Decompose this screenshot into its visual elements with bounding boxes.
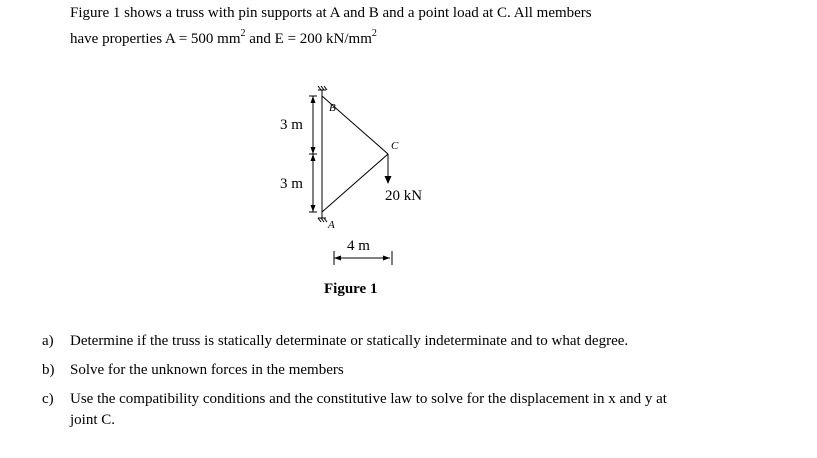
question-letter: a) (42, 333, 54, 349)
figure-caption: Figure 1 (324, 281, 378, 297)
pin-support-a (318, 212, 327, 222)
pin-support-b (318, 86, 327, 96)
question-letter: c) (42, 391, 54, 407)
dim-arrowhead (311, 147, 316, 154)
dim-arrowhead (311, 205, 316, 212)
question-item (42, 389, 682, 431)
dim-arrowhead (311, 154, 316, 161)
load-label: 20 kN (385, 188, 423, 204)
node-label-b: B (329, 102, 336, 114)
member-ca (322, 154, 388, 212)
dimension-label-lower: 3 m (280, 176, 303, 192)
question-item (42, 331, 682, 352)
question-text: Determine if the truss is statically determinate or statically indeterminate and to what degree. (70, 333, 629, 349)
modulus-exponent: 2 (371, 28, 377, 39)
question-list (42, 331, 682, 439)
question-item (42, 360, 682, 381)
question-text: Use the compatibility conditions and the constitutive law to solve for the displacement in x and y at joint C. (70, 391, 667, 428)
dimension-label-horizontal: 4 m (347, 238, 370, 254)
statement-modulus-text: and E = 200 kN/mm (245, 31, 372, 47)
dim-arrowhead (311, 96, 316, 103)
node-label-a: A (328, 219, 335, 231)
area-exponent: 2 (240, 28, 246, 39)
dim-arrowhead (334, 256, 341, 261)
statement-line-1: Figure 1 shows a truss with pin supports at A and B and a point load at C. All members (70, 5, 592, 21)
dim-arrowhead (383, 256, 390, 261)
statement-area-text: have properties A = 500 mm (70, 31, 241, 47)
question-letter: b) (42, 362, 55, 378)
load-arrowhead (385, 176, 392, 184)
question-text: Solve for the unknown forces in the members (70, 362, 344, 378)
node-label-c: C (391, 140, 399, 152)
dimension-label-upper: 3 m (280, 117, 303, 133)
